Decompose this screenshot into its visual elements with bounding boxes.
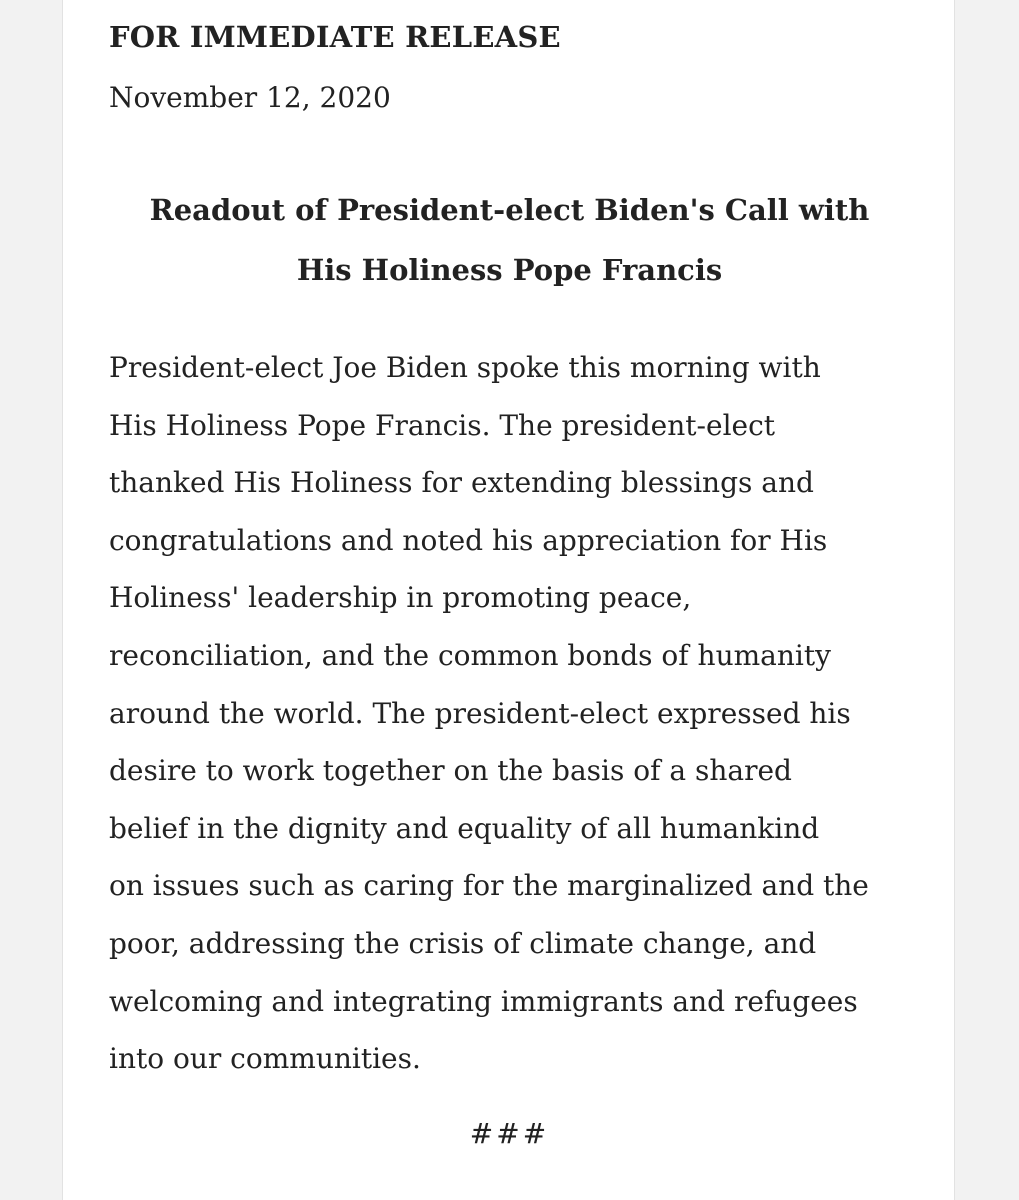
release-date: November 12, 2020 [109,81,391,114]
headline [63,180,956,300]
body-line: desire to work together on the basis of a shared [109,754,792,788]
headline-line: His Holiness Pope Francis [296,253,723,287]
press-release-page [62,0,955,1200]
body-line: poor, addressing the crisis of climate change, and [109,926,817,960]
body-line: President-elect Joe Biden spoke this morning with [109,351,821,384]
body-paragraph [109,339,939,1088]
body-line: belief in the dignity and equality of all humankind [109,811,820,845]
release-label: FOR IMMEDIATE RELEASE [109,20,561,54]
body-line: welcoming and integrating immigrants and refugees [109,984,858,1018]
headline-line: Readout of President-elect Biden's Call with [149,193,870,227]
body-line: reconciliation, and the common bonds of humanity [109,638,831,672]
end-mark: ### [469,1117,550,1150]
body-line: thanked His Holiness for extending blessings and [109,466,814,500]
body-line: into our communities. [109,1042,421,1076]
body-line: Holiness' leadership in promoting peace, [109,581,692,615]
body-line: on issues such as caring for the marginalized and the [109,869,869,903]
body-line: around the world. The president-elect expressed his [109,696,851,730]
body-line: congratulations and noted his appreciation for His [109,523,828,557]
body-line: His Holiness Pope Francis. The president-elect [109,408,776,442]
